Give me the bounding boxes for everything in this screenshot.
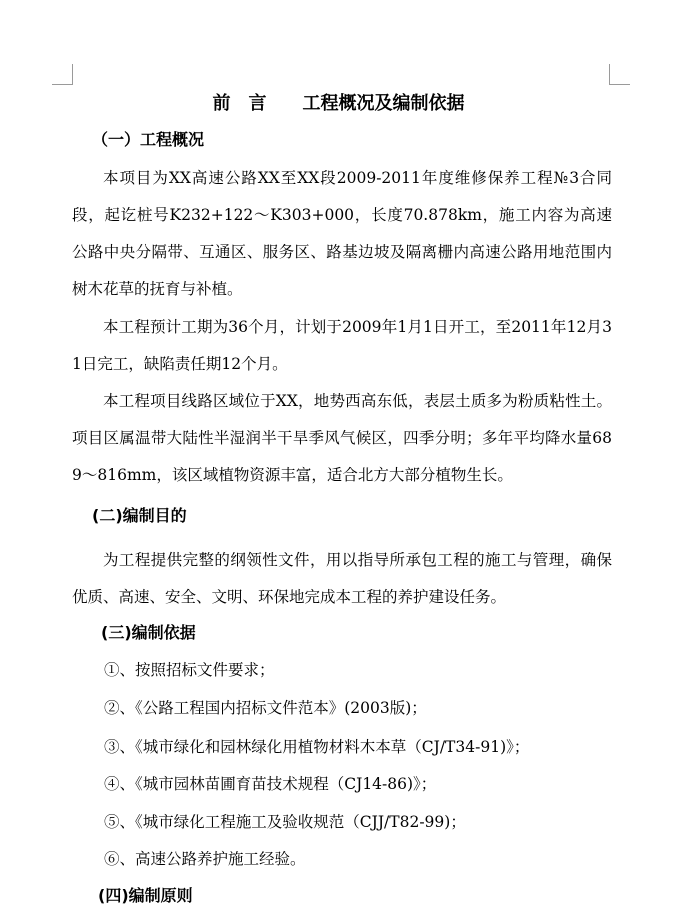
basis-list-item: ⑤、《城市绿化工程施工及验收规范（CJJ/T82-99)； [104, 813, 466, 831]
page-corner-mark-right [609, 64, 630, 85]
basis-list-item: ⑥、高速公路养护施工经验。 [104, 850, 306, 868]
basis-list-item: ③、《城市绿化和园林绿化用植物材料木本草（CJ/T34-91)》； [104, 738, 530, 756]
basis-list-item: ①、按照招标文件要求； [104, 661, 275, 679]
paragraph-purpose: 为工程提供完整的纲领性文件，用以指导所承包工程的施工与管理，确保优质、高速、安全、文明、环保地完成本工程的养护建设任务。 [72, 551, 612, 606]
section-heading-purpose: (二)编制目的 [92, 506, 187, 525]
section-heading-basis: (三)编制依据 [101, 623, 196, 642]
page-corner-mark-left [52, 64, 73, 85]
paragraph-project-scope: 本项目为XX高速公路XX至XX段2009-2011年度维修保养工程№3合同段，起讫桩号K232+122～K303+000，长度70.878km，施工内容为高速公路中央分隔带、互通区、服务区、路基边坡及隔离栅内高速公路用地范围内树木花草的抚育与补植。 [72, 169, 612, 298]
paragraph-schedule: 本工程预计工期为36个月，计划于2009年1月1日开工，至2011年12月31日完工，缺陷责任期12个月。 [72, 318, 612, 373]
section-heading-overview: （一）工程概况 [92, 130, 205, 149]
basis-list-item: ②、《公路工程国内招标文件范本》(2003版)； [104, 699, 427, 717]
basis-list-item: ④、《城市园林苗圃育苗技术规程（CJ14-86)》； [104, 775, 437, 793]
section-heading-principles: (四)编制原则 [98, 886, 193, 905]
document-title: 前 言 工程概况及编制依据 [212, 93, 465, 114]
paragraph-site-conditions: 本工程项目线路区域位于XX，地势西高东低，表层土质多为粉质粘性土。项目区属温带大陆性半湿润半干旱季风气候区，四季分明；多年平均降水量689～816mm，该区域植物资源丰富，适合北方大部分植物生长。 [72, 392, 612, 484]
